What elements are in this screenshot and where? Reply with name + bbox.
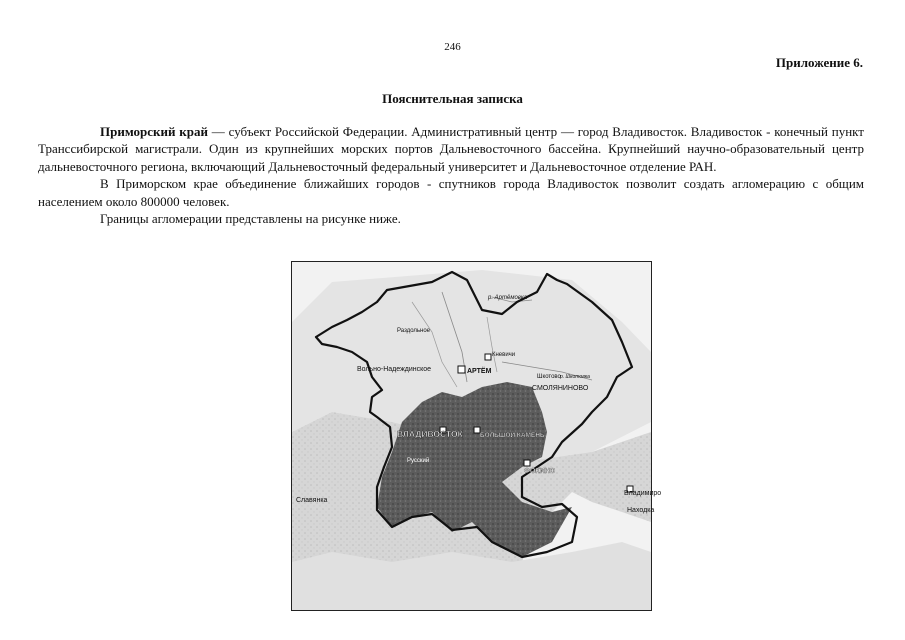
city-marker (458, 366, 465, 373)
label-fokino: ФОКИНО (524, 468, 556, 475)
document-heading: Пояснительная записка (382, 91, 523, 106)
map-svg (292, 262, 662, 610)
label-river-artemovka: р. Артёмовка (488, 295, 528, 301)
city-marker (485, 354, 491, 360)
label-nakhodka: Находка (627, 507, 655, 514)
label-russkiy: Русский (407, 458, 430, 464)
page-number: 246 (444, 41, 461, 53)
city-marker (524, 460, 530, 466)
label-river-shkotovka: р. Шкотовка (560, 374, 590, 380)
paragraph-1-text: — субъект Российской Федерации. Административный центр — город Владивосток. Владивосток - конечный пункт Транссибирской магистрали. Один из крупнейших морских портов Дальневосточного бассейна. Крупнейший научно-образовательный центр дальневосточного региона, включающий Дальневосточный федеральный университет и Дальневосточное отделение РАН. (38, 124, 864, 174)
paragraph-1-lead: Приморский край (100, 124, 208, 139)
agglomeration-map (291, 261, 662, 611)
label-slavyanka: Славянка (296, 497, 328, 504)
label-kneviche: Кневичи (492, 352, 516, 358)
label-smolyaninovo: СМОЛЯНИНОВО (532, 385, 589, 392)
label-shkotovo: Шкотово (537, 374, 561, 380)
label-artem: АРТЁМ (467, 368, 492, 375)
paragraph-2: В Приморском крае объединение ближайших городов - спутников города Владивосток позволит создать агломерацию с общим населением около 800000 человек. (38, 176, 864, 209)
label-vladivostok: ВЛАДИВОСТОК (397, 429, 463, 439)
label-vladimiro: Владимиро (624, 490, 662, 497)
paragraph-3: Границы агломерации представлены на рисунке ниже. (100, 211, 401, 227)
label-volno-nadezhdinskoe: Вольно-Надеждинское (357, 366, 432, 373)
appendix-label: Приложение 6. (775, 55, 863, 70)
body-text (38, 123, 864, 227)
label-razdolnoe: Раздольное (397, 328, 431, 334)
paragraph-1 (38, 123, 864, 175)
label-bolshoy-kamen: БОЛЬШОЙ КАМЕНЬ (480, 432, 545, 439)
